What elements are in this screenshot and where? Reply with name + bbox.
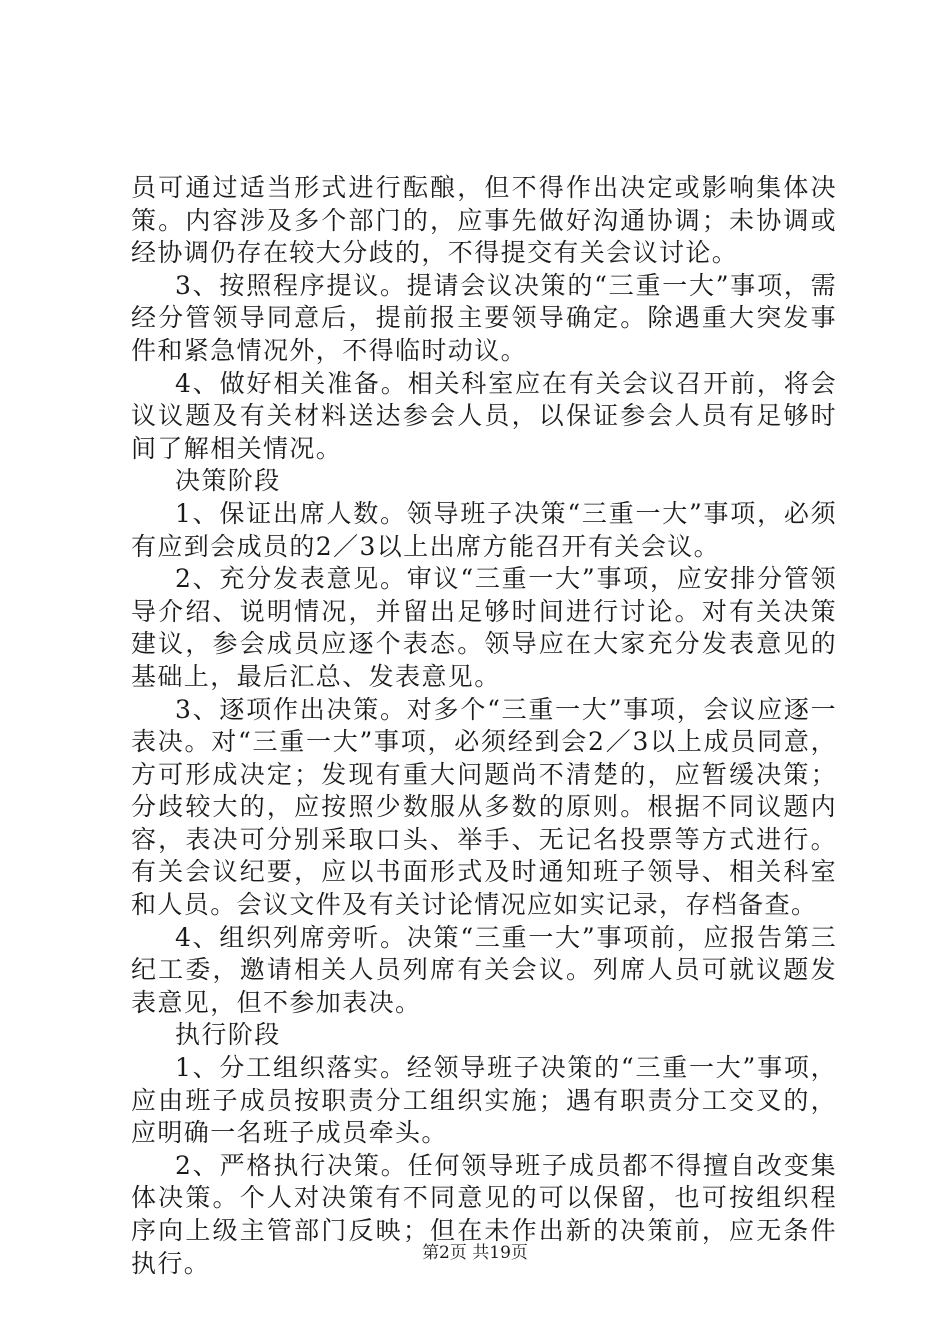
section-heading-execution: 执行阶段 [175, 1020, 281, 1050]
paragraph-item-2-opinions: 2、充分发表意见。审议“三重一大”事项，应安排分管领导介绍、说明情况，并留出足够时间进行讨论。对有关决策建议，参会成员应逐个表态。领导应在大家充分发表意见的基础上，最后汇总、发表意见。 [131, 564, 837, 691]
paragraph-item-3-proposal: 3、按照程序提议。提请会议决策的“三重一大”事项，需经分管领导同意后，提前报主要领导确定。除遇重大突发事件和紧急情况外，不得临时动议。 [131, 270, 837, 365]
paragraph-item-4-attend: 4、组织列席旁听。决策“三重一大”事项前，应报告第三纪工委，邀请相关人员列席有关会议。列席人员可就议题发表意见，但不参加表决。 [131, 922, 837, 1017]
paragraph-item-3-decisions: 3、逐项作出决策。对多个“三重一大”事项，会议应逐一表决。对“三重一大”事项，必须经到会2／3以上成员同意，方可形成决定；发现有重大问题尚不清楚的，应暂缓决策；分歧较大的，应按照少数服从多数的原则。根据不同议题内容，表决可分别采取口头、举手、无记名投票等方式进行。有关会议纪要，应以书面形式及时通知班子领导、相关科室和人员。会议文件及有关讨论情况应如实记录，存档备查。 [131, 694, 837, 920]
paragraph-item-1-attendance: 1、保证出席人数。领导班子决策“三重一大”事项，必须有应到会成员的2／3以上出席方能召开有关会议。 [131, 498, 837, 561]
section-heading-decision: 决策阶段 [175, 466, 281, 496]
paragraph-item-4-preparation: 4、做好相关准备。相关科室应在有关会议召开前，将会议议题及有关材料送达参会人员，以保证参会人员有足够时间了解相关情况。 [131, 368, 837, 463]
page-footer: 第2页 共19页 [422, 1243, 528, 1263]
paragraph-continuation: 员可通过适当形式进行酝酿，但不得作出决定或影响集体决策。内容涉及多个部门的，应事先做好沟通协调；未协调或经协调仍存在较大分歧的，不得提交有关会议讨论。 [131, 173, 837, 268]
document-body [131, 172, 837, 1280]
paragraph-item-1-implementation: 1、分工组织落实。经领导班子决策的“三重一大”事项，应由班子成员按职责分工组织实施；遇有职责分工交叉的，应明确一名班子成员牵头。 [131, 1053, 837, 1148]
paragraph-item-2-execution: 2、严格执行决策。任何领导班子成员都不得擅自改变集体决策。个人对决策有不同意见的可以保留，也可按组织程序向上级主管部门反映；但在未作出新的决策前，应无条件执行。 [131, 1150, 837, 1278]
